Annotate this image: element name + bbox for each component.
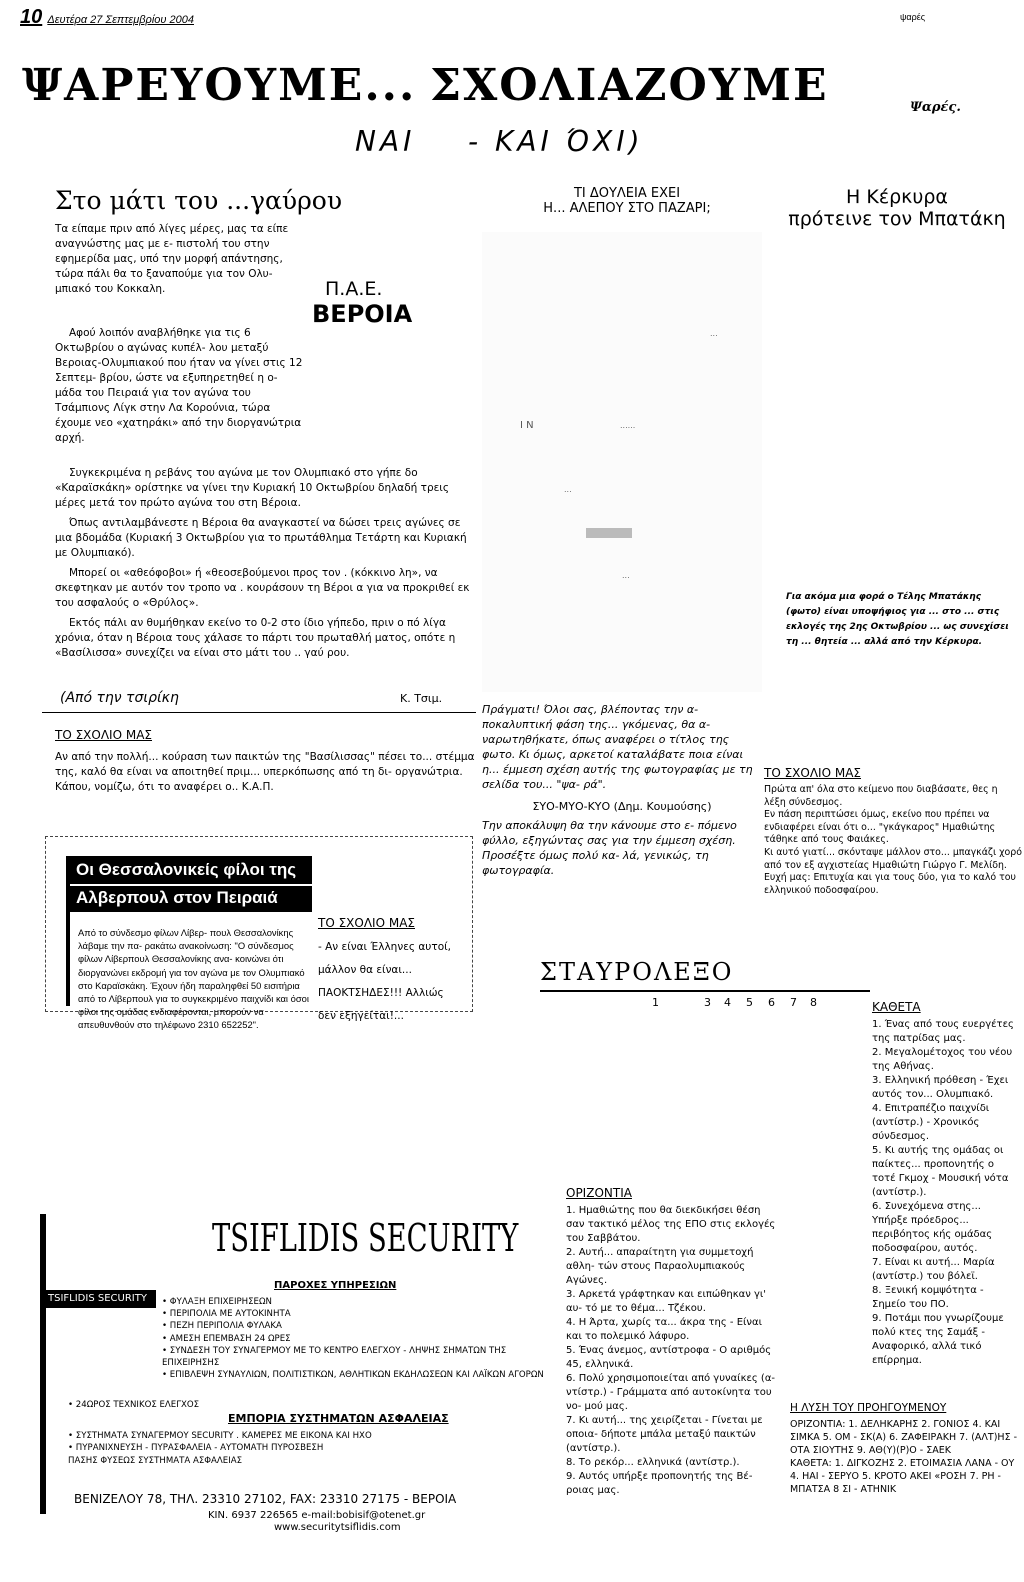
photo-image	[482, 232, 762, 692]
clue-vertical: 3. Ελληνική πρόθεση - Έχει αυτός τον... Ολυμπιακό.	[872, 1075, 1009, 1100]
photo-placeholder	[482, 232, 762, 692]
crossword-number: 3	[704, 996, 711, 1009]
clue-vertical: 8. Ξενική κομψότητα - Σημείο του ΠΟ.	[872, 1285, 984, 1310]
crossword-number: 8	[810, 996, 817, 1009]
right-title-line-1: Η Κέρκυρα	[846, 186, 948, 208]
mid-comment-line-4: δεν εξηγείται!...	[318, 1010, 404, 1022]
top-right-tag: ψαρές	[900, 12, 926, 22]
article-paragraph-6: Εκτός πάλι αν θυμήθηκαν εκείνο το 0-2 στο ίδιο γήπεδο, πριν ο πό λίγα χρόνια, όταν η Βέροια τους χάλασε το πάρτι του πρωταθλή ματος, οπότε η «Βασίλισσα» συνεχίζει να είναι στο μάτι του .. γαύ ρου.	[55, 617, 456, 659]
mid-comment-line-3: ΠΑΟΚΤΣΗΔΕΣ!!! Αλλιώς	[318, 987, 444, 999]
clue-horizontal: 6. Πολύ χρησιμοποιείται από γυναίκες (α- ντίστρ.) - Γράμματα από αυτοκίνητα του νο- μού μας.	[566, 1373, 776, 1412]
ad-logo: TSIFLIDIS SECURITY	[44, 1290, 156, 1308]
crossword-grid-svg	[540, 992, 870, 1192]
mid-comment-line-1: - Αν είναι Έλληνες αυτοί,	[318, 941, 452, 953]
svg-text:...: ...	[564, 485, 572, 494]
fans-title-band	[70, 856, 312, 884]
article-paragraph-5: Μπορεί οι «αθεόφοβοι» ή «θεοσεβούμενοι προς τον . (κόκκινο λη», να σκεφτηκαν με αυτόν τον τροπο να . κουράσουν τη Βέροι α για να προκριθεί εκ του ασφαλούς ο «Θρύλος».	[55, 567, 470, 609]
svg-text:...: ...	[622, 571, 630, 580]
crossword-title: ΣΤΑΥΡΟΛΕΞΟ	[540, 958, 734, 986]
article-title: Στο μάτι του ...γαύρου	[55, 186, 343, 215]
ad-left-bar	[40, 1214, 46, 1514]
article-intro: Τα είπαμε πριν από λίγες μέρες, μας τα είπε αναγνώστης μας με ε- πιστολή του στην εφημερίδα μας, υπό την μορφή απάντησης, τώρα πάλι θα το ξαναπούμε για τον Ολυ- μπιακό του Κοκκαλη.	[55, 223, 289, 295]
clue-horizontal: 7. Κι αυτή... της χειρίζεται - Γίνεται με οποια- δήποτε μπάλα μεταξύ παικτών (αντίστρ.).	[566, 1415, 763, 1454]
ad-services-heading: ΠΑΡΟΧΕΣ ΥΠΗΡΕΣΙΩΝ	[274, 1280, 397, 1291]
photo-article-title	[482, 186, 772, 216]
article-paragraph-3: Συγκεκριμένα η ρεβάνς του αγώνα με τον Ολυμπιακό στο γήπε δο «Καραϊσκάκη» ορίστηκε να γίνει την Κυριακή 10 Οκτωβρίου δηλαδή τρεις μέρες μετά τον πρώτο αγώνα του στη Βέροια.	[55, 467, 450, 509]
headline-and-no: - ΚΑΙ ΌΧΙ)	[468, 125, 644, 158]
article-signature-author: Κ. Τσιμ.	[400, 692, 443, 705]
ad-service-item-tech: • 24ΩΡΟΣ ΤΕΧΝΙΚΟΣ ΕΛΕΓΧΟΣ	[68, 1400, 200, 1410]
ad-mobile-email: ΚΙΝ. 6937 226565 e-mail:bobisif@otenet.gr	[208, 1510, 426, 1521]
right-comment-p2: Εν πάση περιπτώσει όμως, εκείνο που πρέπει να ενδιαφέρει είναι ότι ο... "γκάγκαρος" Ημαθιώτης τάθηκε από τους Φαιάκες.	[764, 809, 996, 846]
crossword-number: 6	[768, 996, 775, 1009]
clue-horizontal: 3. Αρκετά γράφτηκαν και ειπώθηκαν γι' αυ- τό με το θέμα... Τζέκου.	[566, 1289, 767, 1314]
security-advertisement	[44, 1216, 554, 1546]
crossword-number: 5	[746, 996, 753, 1009]
right-comment	[764, 766, 1022, 897]
svg-text:...: ...	[710, 329, 718, 338]
mid-comment-line-2: μάλλον θα είναι...	[318, 964, 412, 976]
left-article	[55, 186, 475, 216]
page-number: 10	[20, 6, 43, 28]
ad-trade-heading: ΕΜΠΟΡΙΑ ΣΥΣΤΗΜΑΤΩΝ ΑΣΦΑΛΕΙΑΣ	[228, 1412, 449, 1425]
fans-title-line-1: Οι Θεσσαλονικείς φίλοι της	[76, 860, 297, 879]
crossword-number: 4	[724, 996, 731, 1009]
clue-vertical: 9. Ποτάμι που γνωρίζουμε πολύ κτες της Σαμάξ - Αναφορικό, αλλά τικό επίρρημα.	[872, 1313, 1004, 1366]
ad-address: ΒΕΝΙΖΕΛΟΥ 78, ΤΗΛ. 23310 27102, FAX: 23310 27175 - ΒΕΡΟΙΑ	[74, 1492, 457, 1506]
divider	[42, 712, 476, 713]
ad-trade	[68, 1430, 548, 1467]
ad-service-item: • ΦΥΛΑΞΗ ΕΠΙΧΕΙΡΗΣΕΩΝ	[162, 1297, 272, 1307]
comment-text: Αν από την πολλή... κούραση των παικτών της "Βασίλισσας" πέσει το... στέμμα της, καλό θα είναι να αποιτηθεί πριμ... υπερκόπωσης από τη δι- οργανώτρια. Κάπου, νομίζω, ότι το αναφέρει ο.. Κ.Α.Π.	[55, 751, 475, 793]
ad-service-item: • ΠΕΡΙΠΟΛΙΑ ΜΕ ΑΥΤΟΚΙΝΗΤΑ	[162, 1309, 291, 1320]
crossword-number: 1	[652, 996, 659, 1009]
article-signature-source: (Από την τσιρίκη	[60, 690, 179, 706]
mid-comment-heading: ΤΟ ΣΧΟΛΙΟ ΜΑΣ	[318, 916, 415, 930]
photo-note: Την αποκάλυψη θα την κάνουμε στο ε- πόμενο φύλλο, εξηγώντας σας για την έμμεση σχέση. Προσέξτε όμως πολύ κα- λά, γενικώς, τη φωτογραφία.	[482, 819, 737, 877]
photo-credit: ΣΥΟ-ΜΥΟ-ΚΥΟ (Δημ. Κουμούσης)	[532, 800, 712, 813]
right-comment-p1: Πρώτα απ' όλα στο κείμενο που διαβάσατε, θες η λέξη σύνδεσμος.	[764, 784, 998, 808]
crossword-number: 7	[790, 996, 797, 1009]
right-article-title	[772, 186, 1022, 230]
clue-horizontal: 4. Η Άρτα, χωρίς τα... άκρα της - Είναι και το πολεμικό λάφυρο.	[566, 1317, 762, 1342]
issue-date: Δευτέρα 27 Σεπτεμβρίου 2004	[47, 14, 194, 26]
ad-service-item: • ΣΥΝΔΕΣΗ ΤΟΥ ΣΥΝΑΓΕΡΜΟΥ ΜΕ ΤΟ ΚΕΝΤΡΟ ΕΛΕΓΧΟΥ - ΛΗΨΗΣ ΣΗΜΑΤΩΝ ΤΗΣ ΕΠΙΧΕΙΡΗΣΗΣ	[162, 1345, 507, 1369]
clue-vertical: 6. Συνεχόμενα στης... Υπήρξε πρόεδρος... περιβόητος κής ομάδας ποδοσφαίρου, αυτός.	[872, 1201, 993, 1254]
clue-horizontal: 1. Ημαθιώτης που θα διεκδικήσει θέση σαν τακτικό μέλος της ΕΠΟ στις εκλογές του Σαββάτου.	[566, 1205, 776, 1244]
right-clipping-text: Για ακόμα μια φορά ο Τέλης Μπατάκης (φωτο) είναι υποψήφιος για ... στο ... στις εκλογές της 2ης Οκτωβρίου ... ως συνεχίσει τη ... θητεία ... αλλά από την Κέρκυρα.	[786, 592, 1009, 647]
photo-title-line-1: ΤΙ ΔΟΥΛΕΙΑ ΕΧΕΙ	[573, 186, 681, 201]
crossword-horizontal	[566, 1186, 778, 1498]
mid-comment	[318, 916, 498, 1024]
clue-vertical: 4. Επιτραπέζιο παιχνίδι (αντίστρ.) - Χρονικός σύνδεσμος.	[872, 1103, 990, 1142]
ad-service-item: • ΑΜΕΣΗ ΕΠΕΜΒΑΣΗ 24 ΩΡΕΣ	[162, 1333, 291, 1344]
comment-heading: ΤΟ ΣΧΟΛΙΟ ΜΑΣ	[55, 728, 152, 742]
clue-vertical: 2. Μεγαλομέτοχος του νέου της Αθήνας.	[872, 1047, 1013, 1072]
solution-horizontal: ΟΡΙΖΟΝΤΙΑ: 1. ΔΕΛΗΚΑΡΗΣ 2. ΓΟΝΙΟΣ 4. ΚΑΙ ΣΙΜΚΑ 5. ΟΜ - ΣΚ(Α) 6. ΖΑΦΕΙΡΑΚΗ 7. (ΑΛΤ)ΗΣ - ΟΤΑ ΣΙΟΥΤΗΣ 9. ΑΘ(Υ)(Ρ)Ο - ΣΑΕΚ	[790, 1419, 1018, 1456]
clue-horizontal: 5. Ένας άνεμος, αντίστροφα - Ο αριθμός 45, ελληνικά.	[566, 1345, 772, 1370]
photo-title-line-2: Η... ΑΛΕΠΟΥ ΣΤΟ ΠΑΖΑΡΙ;	[543, 201, 711, 216]
ad-service-item: • ΠΕΖΗ ΠΕΡΙΠΟΛΙΑ ΦΥΛΑΚΑ	[162, 1321, 282, 1332]
solution-vertical: ΚΑΘΕΤΑ: 1. ΔΙΓΚΟΖΗΣ 2. ΕΤΟΙΜΑΣΙΑ ΛΑΝΑ - ΟΥ 4. ΗΑΙ - ΣΕΡΥΟ 5. ΚΡΟΤΟ ΑΚΕΙ «ΡΟΣΗ 7. ΡΗ - ΜΠΑΤΣΑ 8 ΣΙ - ΑΤΗΝΙΚ	[790, 1458, 1015, 1495]
ad-brand: TSIFLIDIS SECURITY	[212, 1216, 519, 1260]
clue-vertical: 5. Κι αυτής της ομάδας οι παίκτες... προπονητής ο τοτέ Γκμοχ - Μουσική νότα (αντίστρ.).	[872, 1145, 1009, 1198]
headline-yes: ΝΑΙ	[355, 125, 416, 158]
ad-trade-item: ΠΑΣΗΣ ΦΥΣΕΩΣ ΣΥΣΤΗΜΑΤΑ ΑΣΦΑΛΕΙΑΣ	[68, 1455, 243, 1466]
fans-title-band-2	[70, 886, 312, 912]
photo-caption: Πράγματι! Όλοι σας, βλέποντας την α- ποκαλυπτική φάση της... γκόμενας, θα α- ναρωτηθήκατε, όπως αναφέρει ο τίτλος της φωτο. Κι όμως, αρκετοί καταλάβατε ποια είναι η... έμμεση σχέση αυτής της φωτογραφίας με τη σελίδα του... "ψα- ρά".	[482, 703, 753, 791]
ad-trade-item: • ΣΥΣΤΗΜΑΤΑ ΣΥΝΑΓΕΡΜΟΥ SECURITY . ΚΑΜΕΡΕΣ ΜΕ ΕΙΚΟΝΑ ΚΑΙ ΗΧΟ	[68, 1431, 372, 1441]
article-paragraph-2: Αφού λοιπόν αναβλήθηκε για τις 6 Οκτωβρίου ο αγώνας κυπέλ- λου μεταξύ Βεροιας-Ολυμπιακού που ήταν να γίνει στις 12 Σεπτεμ- βρίου, ώστε να εξυπηρετηθεί η ο- μάδα του Πειραιά για τον αγώνα του Τσάμπιονς Λίγκ στην Λα Κορούνια, τώρα έχουμε νεο «χατηράκι» από την διοργανώτρια αρχή.	[55, 327, 303, 444]
ad-service-item: • ΕΠΙΒΛΕΨΗ ΣΥΝΑΥΛΙΩΝ, ΠΟΛΙΤΙΣΤΙΚΩΝ, ΑΘΛΗΤΙΚΩΝ ΕΚΔΗΛΩΣΕΩΝ ΚΑΙ ΛΑΪΚΩΝ ΑΓΟΡΩΝ	[162, 1370, 544, 1381]
clue-horizontal: 8. Το ρεκόρ... ελληνικά (αντίστρ.).	[566, 1457, 740, 1468]
headline-fishing: ΨΑΡΕΥΟΥΜΕ...	[22, 60, 417, 111]
right-comment-p3: Κι αυτό γιατί... σκόνταψε μάλλον στο... μπαγκάζι χορό από τον εξ αγχιστείας Ημαθιώτη Γιώργο Γ. Μελίδη.	[764, 846, 1022, 871]
right-clipping	[786, 590, 1018, 740]
veroia-label: ΒΕΡΟΙΑ	[312, 300, 413, 328]
page-header	[20, 6, 260, 32]
article-paragraph-4: Όπως αντιλαμβάνεστε η Βέροια θα αναγκαστεί να δώσει τρεις αγώνες σε μια βδομάδα (Κυριακή 3 Οκτωβρίου για το πρωτάθλημα Τετάρτη και Κυριακή με Ολυμπιακό).	[55, 517, 467, 559]
svg-text:......: ......	[620, 421, 636, 430]
solution-heading: Η ΛΥΣΗ ΤΟΥ ΠΡΟΗΓΟΥΜΕΝΟΥ	[790, 1402, 947, 1414]
crossword-vertical	[872, 1000, 1018, 1368]
horizontal-heading: ΟΡΙΖΟΝΤΙΑ	[566, 1186, 632, 1200]
clue-vertical: 1. Ένας από τους ευεργέτες της πατρίδας μας.	[872, 1019, 1014, 1044]
fans-title-line-2: Αλβερπουλ στον Πειραιά	[76, 888, 278, 907]
pae-label: Π.Α.Ε.	[325, 278, 383, 300]
left-comment	[55, 728, 475, 795]
clue-horizontal: 9. Αυτός υπήρξε προπονητής της Βέ- ροιας μας.	[566, 1471, 753, 1496]
ad-website[interactable]: www.securitytsiflidis.com	[274, 1522, 401, 1533]
crossword-grid	[540, 992, 870, 1192]
ad-services	[162, 1296, 552, 1381]
vertical-heading: ΚΑΘΕΤΑ	[872, 1000, 921, 1014]
right-title-line-2: πρότεινε τον Μπατάκη	[788, 208, 1006, 230]
clue-horizontal: 2. Αυτή... απαραίτητη για συμμετοχή αθλη- τών στους Παραολυμπιακούς Αγώνες.	[566, 1247, 754, 1286]
headline-commenting: ΣΧΟΛΙΑΖΟΥΜΕ	[430, 60, 829, 111]
ad-trade-item: • ΠΥΡΑΝΙΧΝΕΥΣΗ - ΠΥΡΑΣΦΑΛΕΙΑ - ΑΥΤΟΜΑΤΗ ΠΥΡΟΣΒΕΣΗ	[68, 1443, 324, 1454]
clue-vertical: 7. Είναι κι αυτή... Μαρία (αντίστρ.) του βόλεϊ.	[872, 1257, 995, 1282]
svg-text:Ι Ν: Ι Ν	[520, 420, 534, 431]
right-comment-p4: Ευχή μας: Επιτυχία και για τους δύο, για το καλό του ελληνικού ποδοσφαίρου.	[764, 872, 1016, 896]
right-comment-heading: ΤΟ ΣΧΟΛΙΟ ΜΑΣ	[764, 766, 861, 780]
previous-solution	[790, 1402, 1020, 1496]
fans-body: Από το σύνδεσμο φίλων Λίβερ- πουλ Θεσσαλονίκης λάβαμε την πα- ρακάτω ανακοίνωση: "Ο σύνδεσμος φίλων Λίβερπουλ Θεσσαλονίκης ανα- κοινώνει ότι διοργανώνει εκδρομή για τον αγώνα με τον Ολυμπιακό στο Καραϊσκάκη. Έχουν ήδη παραληφθεί 50 εισιτήρια από το Λίβερπουλ για το συγκεκριμένο παιχνίδι και όσοι φίλοι της ομάδας ενδιαφέρονται, μπορούν να απευθυνθούν στο τηλέφωνο 2310 652252".	[78, 927, 309, 1031]
corner-tag: Ψαρές.	[910, 100, 961, 115]
